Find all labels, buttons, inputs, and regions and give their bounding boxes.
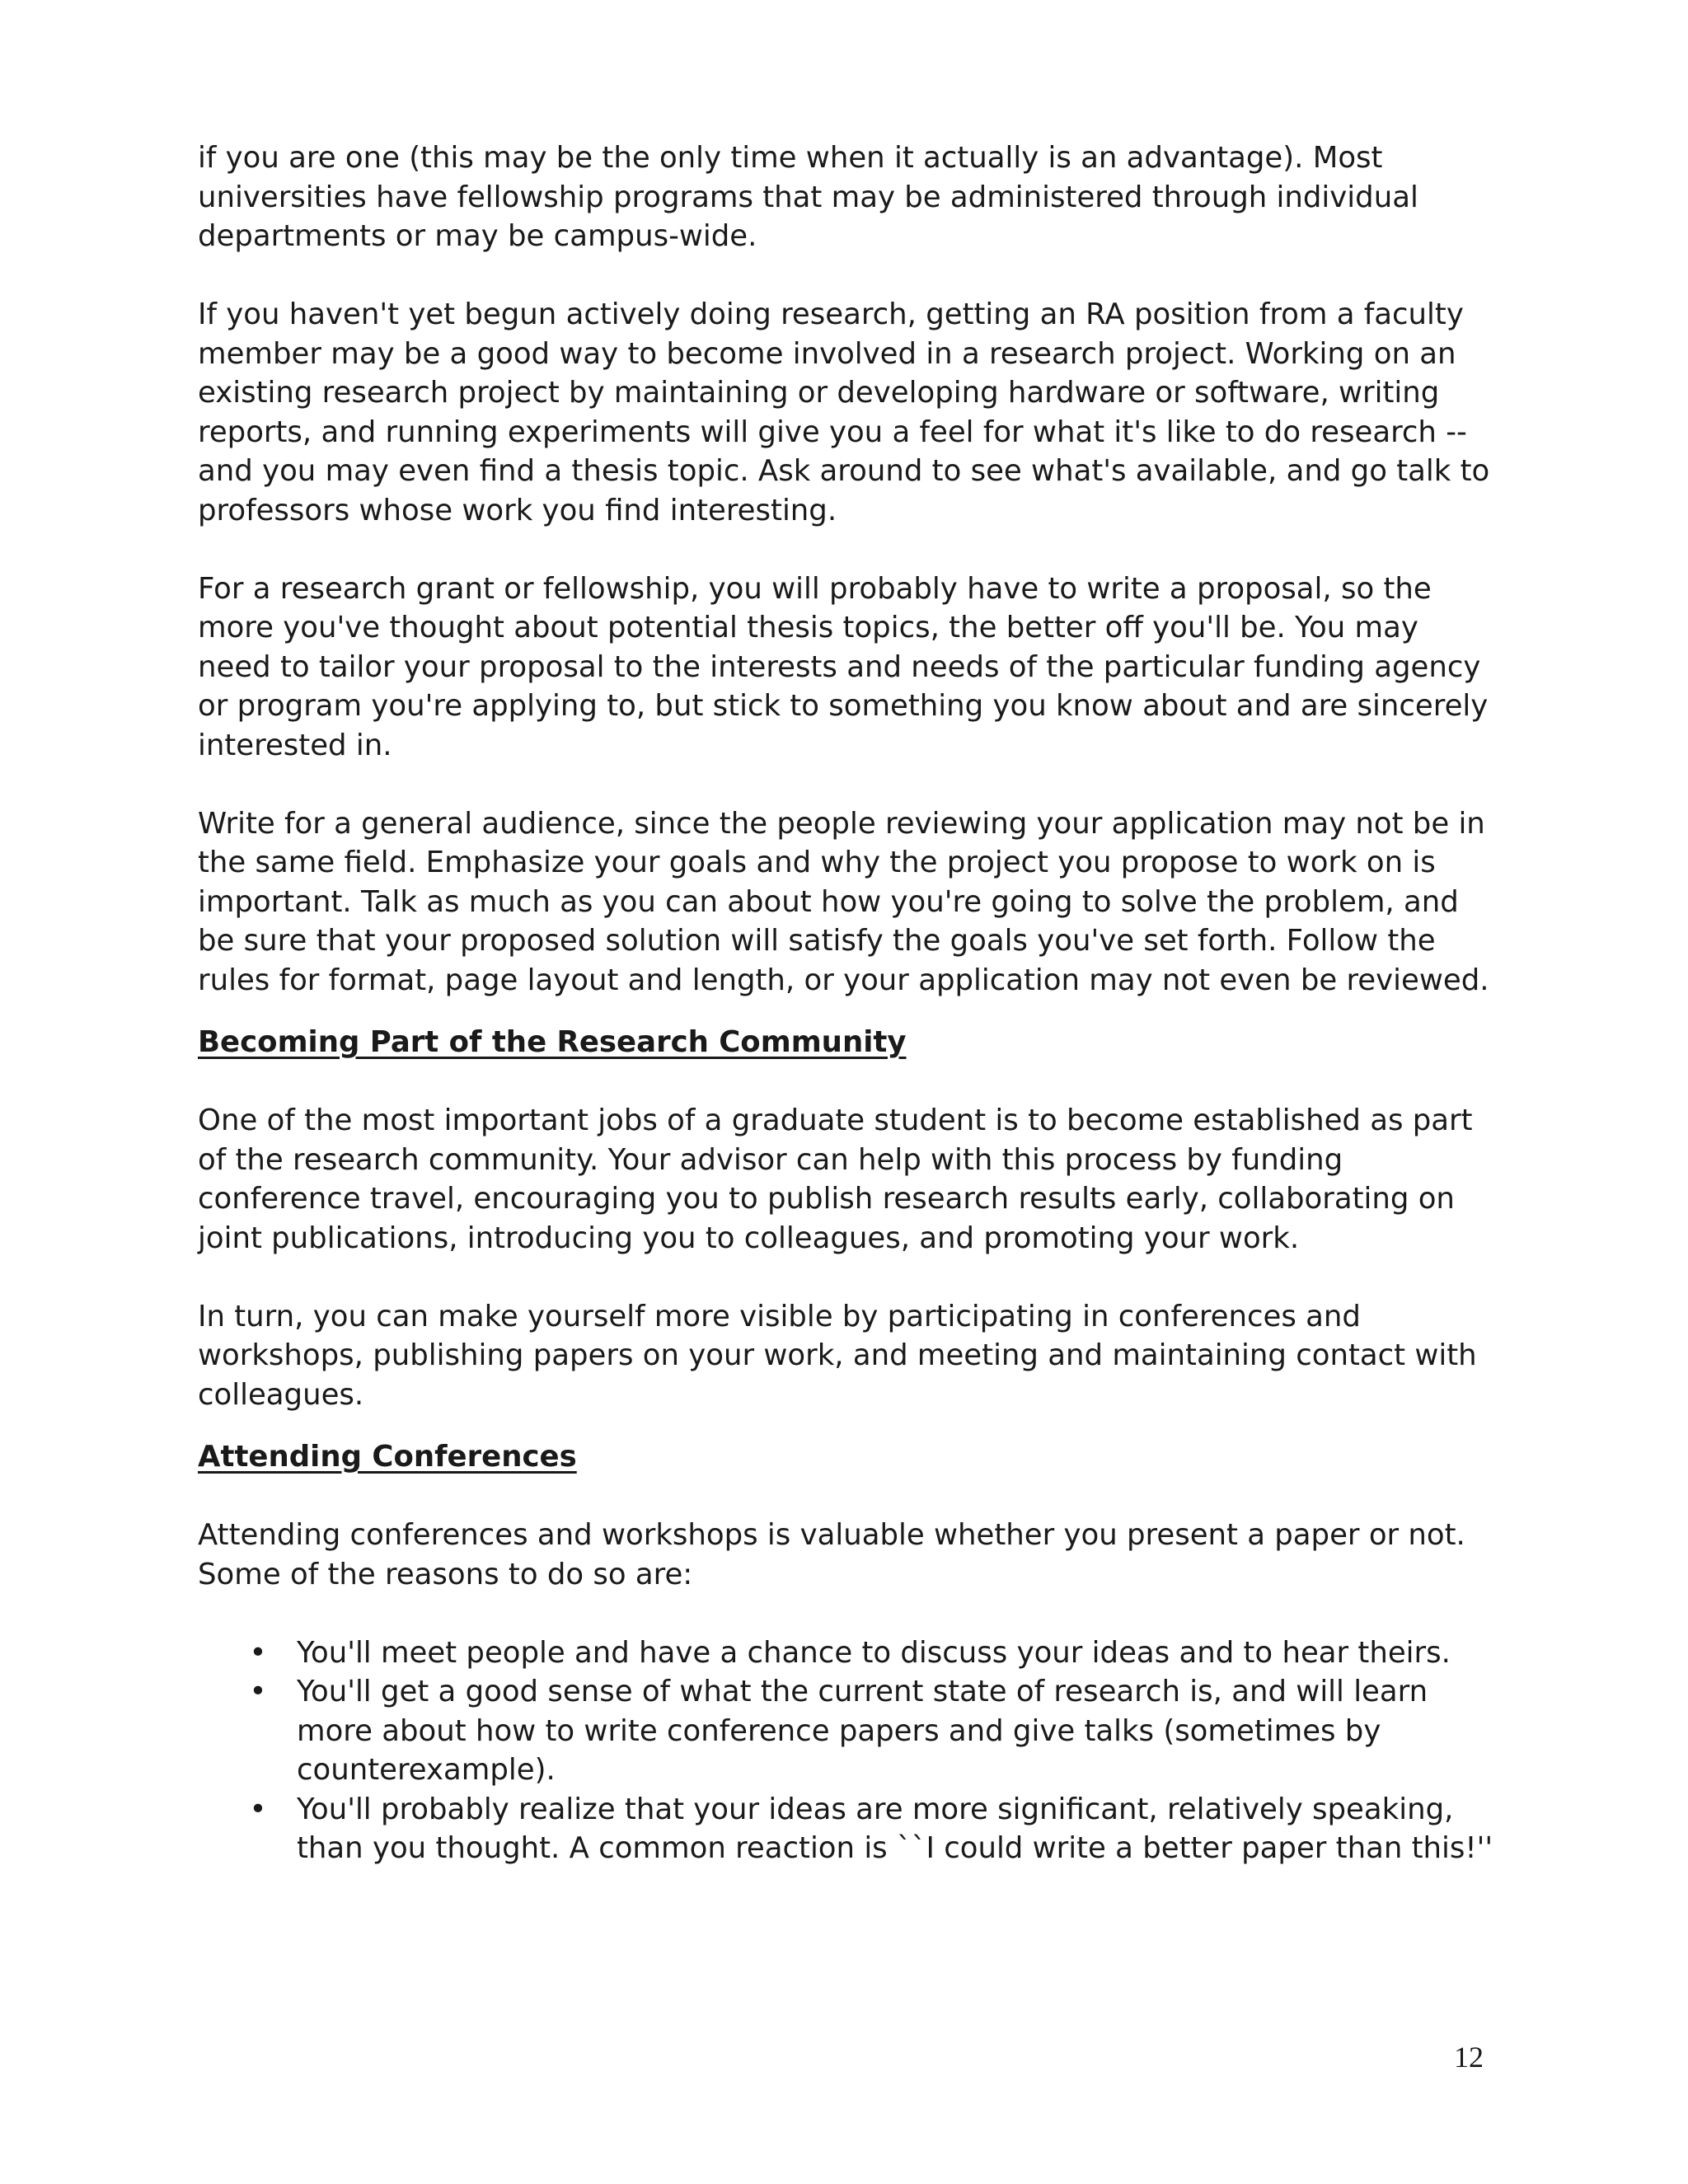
list-item-text: You'll get a good sense of what the current state of research is, and will learn more about how to write conference papers and give talks (sometimes by counterexample). [297, 1675, 1428, 1787]
heading-attending-conferences: Attending Conferences [198, 1440, 577, 1474]
paragraph-general-audience: Write for a general audience, since the people reviewing your application may not be in the same field. Emphasize your goals and why the project you propose to work on is important. Talk as much as you can about how you're going to solve the problem, and be sure that your proposed solution will satisfy the goals you've set forth. Follow the rules for format, page layout and length, or your application may not even be reviewed. [198, 806, 1489, 997]
paragraph-research-community-1: One of the most important jobs of a graduate student is to become established as part of the research community. Your advisor can help with this process by funding conference travel, encouraging you to publish research results early, collaborating on joint publications, introducing you to colleagues, and promoting your work. [198, 1104, 1473, 1255]
bullet-icon: • [249, 1792, 267, 1826]
list-item-text: You'll probably realize that your ideas are more significant, relatively speaking, than you thought. A common reaction is ``I could write a better paper than this!'' [297, 1792, 1493, 1865]
paragraph-conferences-intro: Attending conferences and workshops is valuable whether you present a paper or not. Some of the reasons to do so are: [198, 1518, 1465, 1591]
list-item-text: You'll meet people and have a chance to discuss your ideas and to hear theirs. [297, 1635, 1451, 1670]
page-content [198, 138, 1500, 1868]
list-item [198, 1633, 1500, 1673]
list-item [198, 1790, 1500, 1868]
paragraph-ra-position: If you haven't yet begun actively doing research, getting an RA position from a faculty member may be a good way to become involved in a research project. Working on an existing research project by maintaining or developing hardware or software, writing reports, and running experiments will give you a feel for what it's like to do research -- and you may even find a thesis topic. Ask around to see what's available, and go talk to professors whose work you find interesting. [198, 298, 1490, 527]
conference-reasons-list [198, 1633, 1500, 1868]
heading-research-community: Becoming Part of the Research Community [198, 1025, 907, 1059]
paragraph-research-proposal: For a research grant or fellowship, you will probably have to write a proposal, so the more you've thought about potential thesis topics, the better off you'll be. You may need to tailor your proposal to the interests and needs of the particular funding agency or program you're applying to, but stick to something you know about and are sincerely interested in. [198, 571, 1489, 762]
page-number: 12 [1454, 2041, 1484, 2074]
bullet-icon: • [249, 1675, 267, 1708]
paragraph-fellowship-programs: if you are one (this may be the only time when it actually is an advantage). Most universities have fellowship programs that may be administered through individual departments or may be campus-wide. [198, 141, 1418, 253]
paragraph-research-community-2: In turn, you can make yourself more visible by participating in conferences and workshops, publishing papers on your work, and meeting and maintaining contact with colleagues. [198, 1299, 1477, 1412]
bullet-icon: • [249, 1635, 267, 1670]
list-item [198, 1672, 1500, 1790]
